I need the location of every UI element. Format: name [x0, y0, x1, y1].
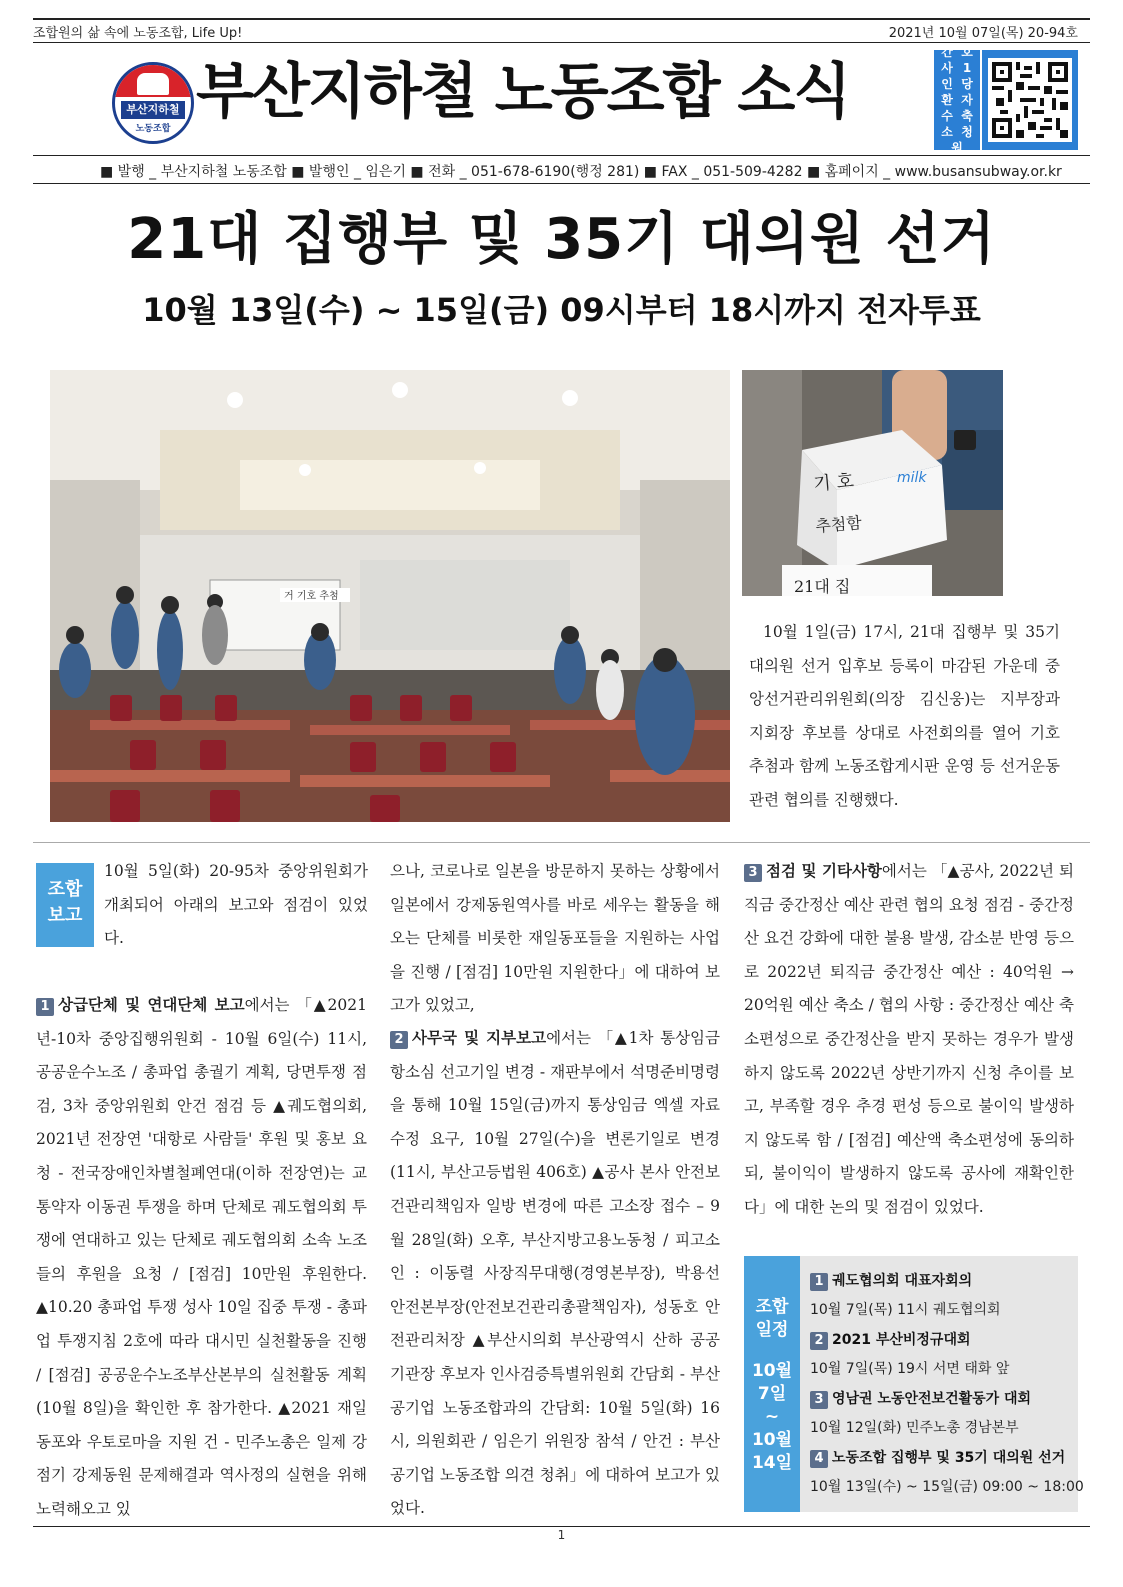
schedule-item-2: 2 2021 부산비정규대회	[810, 1329, 971, 1350]
ballot-box-photo	[742, 370, 1003, 596]
section-rule	[33, 842, 1090, 843]
section-2-title: 사무국 및 지부보고	[412, 1029, 547, 1047]
section-3-body: 에서는 「▲공사, 2022년 퇴직금 중간정산 예산 관련 협의 요청 점검 - 중간정산 요건 강화에 대한 불용 발생, 감소분 반영 등으로 2022년 퇴직금 중간정산 예산 : 40억원 → 20억원 예산 축소 / 협의 사항 : 중간정산 예산 축소편성으로 중간정산을 받지 못하는 경우가 발생하지 않도록 2022년 상반기까지 신청 추이를 보고, 부족할 경우 추경 편성 등으로 불이익 발생하지 않도록 함 / [점검] 예산액 축소편성에 동의하되, 불이익이 발생하지 않도록 공사에 재확인한다」에 대한 논의 및 점검이 있었다.	[744, 862, 1074, 1216]
section-1	[36, 989, 367, 1527]
qr-code[interactable]	[982, 50, 1078, 150]
top-rule	[33, 18, 1090, 20]
box-label-bottom: 추첨함	[814, 513, 863, 536]
logo-text: 부산지하철	[121, 101, 185, 119]
main-headline: 21대 집행부 및 35기 대의원 선거	[127, 207, 996, 272]
info-rule-bottom	[33, 183, 1090, 184]
schedule-item-1-detail: 10월 7일(목) 11시 궤도협의회	[810, 1302, 1001, 1318]
box-brand: milk	[897, 470, 927, 486]
union-logo	[112, 62, 194, 144]
schedule-box	[744, 1256, 1084, 1512]
section-1-body: 에서는 「▲2021년-10차 중앙집행위원회 - 10월 6일(수) 11시, 공공운수노조 / 총파업 총궐기 계획, 당면투쟁 점검, 3차 중앙위원회 안건 점검 등 ▲궤도협의회, 2021년 전장연 '대항로 사람들' 후원 및 홍보 요청 - 전국장애인차별철폐연대(이하 전장연)는 교통약자 이동권 투쟁을 하며 단체로 궤도협의회 투쟁에 연대하고 있는 단체로 궤도협의회 소속 노조들의 후원을 요청 / [점검] 10만원 후원한다. ▲10.20 총파업 투쟁 성사 10일 집중 투쟁 - 총파업 투쟁지침 2호에 따라 대시민 실천활동을 진행 / [점검] 공공운수노조부산본부의 실천활동 계획(10월 8일)을 확인한 후 참가한다. ▲2021 재일동포와 우토로마을 지원 건 - 민주노총은 일제 강점기 강제동원 문제해결과 역사정의 실현을 위해 노력해오고 있	[36, 996, 367, 1518]
schedule-item-4-detail: 10월 13일(수) ~ 15일(금) 09:00 ~ 18:00	[810, 1479, 1084, 1495]
train-icon	[137, 73, 169, 95]
schedule-range: 10월 7일 ~ 10월 14일	[751, 1361, 793, 1473]
photo-caption: 10월 1일(금) 17시, 21대 집행부 및 35기 대의원 선거 입후보 등록이 마감된 가운데 중앙선거관리위원회(의장 김신웅)는 지부장과 지회장 후보를 상대로 사전회의를 열어 기호 추첨과 함께 노동조합게시판 운영 등 선거운동 관련 협의를 진행했다.	[749, 623, 1060, 809]
schedule-item-3-detail: 10월 12일(화) 민주노총 경남본부	[810, 1420, 1019, 1436]
schedule-item-4: 4 노동조합 집행부 및 35기 대의원 선거	[810, 1447, 1065, 1468]
logo-sub: 노동조합	[135, 124, 171, 134]
publisher-info: ■ 발행 _ 부산지하철 노동조합 ■ 발행인 _ 임은기 ■ 전화 _ 051-678-6190(행정 281) ■ FAX _ 051-509-4282 ■ 홈페이지 _ www.busansubway.or.kr	[100, 164, 1062, 180]
qr-code-icon	[992, 62, 1068, 138]
slogan: 조합원의 삶 속에 노동조합, Life Up!	[33, 26, 243, 41]
schedule-item-2-detail: 10월 7일(목) 19시 서면 태화 앞	[810, 1361, 1010, 1377]
section-2	[390, 1022, 720, 1526]
section-3-number: 3	[744, 864, 762, 882]
meeting-room-photo	[50, 370, 730, 822]
section-1-title: 상급단체 및 연대단체 보고	[58, 996, 245, 1014]
box-sign: 21대 집	[794, 577, 851, 596]
page-number: 1	[557, 1528, 566, 1542]
section-1-number: 1	[36, 998, 54, 1016]
issue-date: 2021년 10월 07일(목) 20-94호	[888, 26, 1078, 41]
board-text: 거 기호 추첨	[284, 591, 339, 602]
sub-headline: 10월 13일(수) ~ 15일(금) 09시부터 18시까지 전자투표	[142, 291, 981, 329]
footer-rule	[33, 1526, 1090, 1527]
campaign-badge[interactable]: 간 호 사 1 인 당 환 자 수 축 소 청 원	[934, 50, 980, 150]
section-2-body: 에서는 「▲1차 통상임금 항소심 선고기일 변경 - 재판부에서 석명준비명령을 통해 10월 15일(금)까지 통상임금 엑셀 자료 수정 요구, 10월 27일(수)을 변론기일로 변경(11시, 부산고등법원 406호) ▲공사 본사 안전보건관리책임자 일방 변경에 따른 고소장 접수 – 9월 28일(화) 오후, 부산지방고용노동청 / 피고소인 : 이동렬 사장직무대행(경영본부장), 박용선 안전본부장(안전보건관리총괄책임자), 성동호 안전관리처장 ▲부산시의회 부산광역시 산하 공공기관장 후보자 인사검증특별위원회 간담회 - 부산공기업 노동조합과의 간담회: 10월 5일(화) 16시, 의원회관 / 임은기 위원장 참석 / 안건 : 부산공기업 노동조합 의견 청취」에 대하여 보고가 있었다.	[390, 1029, 720, 1518]
section-3-title: 점검 및 기타사항	[766, 862, 882, 880]
masthead-title: 부산지하철 노동조합 소식	[196, 57, 850, 127]
section-1-continued: 으나, 코로나로 일본을 방문하지 못하는 상황에서 일본에서 강제동원역사를 바로 세우는 활동을 해오는 단체를 비롯한 재일동포들을 지원하는 사업을 진행 / [점검] 10만원 지원한다」에 대하여 보고가 있었고,	[390, 862, 720, 1015]
schedule-tag: 조합 일정 10월 7일 ~ 10월 14일	[744, 1256, 800, 1512]
section-3	[744, 855, 1074, 1225]
info-rule-top	[33, 155, 1090, 156]
report-intro: 10월 5일(화) 20-95차 중앙위원회가 개최되어 아래의 보고와 점검이 있었다.	[104, 862, 368, 948]
schedule-item-3: 3 영남권 노동안전보건활동가 대회	[810, 1388, 1031, 1409]
report-tag: 조합 보고	[36, 863, 94, 947]
schedule-item-1: 1 궤도협의회 대표자회의	[810, 1270, 972, 1291]
box-label-top: 기 호	[812, 470, 855, 495]
header-rule	[33, 42, 1090, 43]
section-2-number: 2	[390, 1031, 408, 1049]
